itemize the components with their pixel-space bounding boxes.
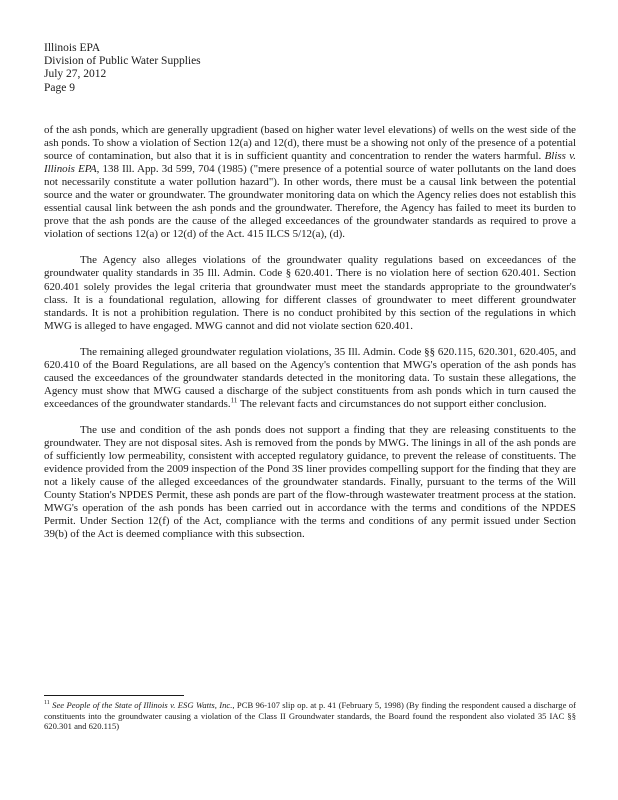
paragraph-causal-link	[44, 124, 576, 241]
recipient-division: Division of Public Water Supplies	[44, 55, 201, 68]
case-citation: Bliss v. Illinois EPA	[44, 150, 576, 176]
paragraph-text: , 138 Ill. App. 3d 599, 704 (1985) ("mere presence of a potential source of water pollutants on the land does not necessarily constitute a water pollution hazard"). In other words, there must be a causal link between the potential source and the water or groundwater. The groundwater monitoring data on which the Agency relies does not establish this essential causal link between the ash ponds and the groundwater. Therefore, the Agency has failed to meet its burden to prove that the ash ponds are the cause of the alleged exceedances of the groundwater standards as required to prove a violation of sections 12(a) or 12(d) of the Act. 415 ILCS 5/12(a), (d).	[44, 163, 576, 241]
letter-header	[44, 42, 201, 95]
letter-body	[44, 124, 576, 554]
paragraph-section-620-401: The Agency also alleges violations of the groundwater quality regulations based on exceedances of the groundwater quality standards in 35 Ill. Admin. Code § 620.401. There is no violation here of section 620.401. Section 620.401 solely provides the legal criteria that groundwater must meet the standards appropriate to the groundwater's class. It is a foundational regulation, allowing for different classes of groundwater to meet different groundwater standards. It is not a prohibition regulation. There is no conduct prohibited by this section of the regulations in which MWG is alleged to have engaged. MWG cannot and did not violate section 620.401.	[44, 254, 576, 332]
paragraph-text: of the ash ponds, which are generally upgradient (based on higher water level elevations) of wells on the west side of the ash ponds. To show a violation of Section 12(a) and 12(d), there must be a showing not only of the presence of a potential source of contamination, but also that it is in sufficient quantity and concentration to render the waters harmful.	[44, 124, 576, 163]
footnote-citation: See People of the State of Illinois v. ESG Watts, Inc.	[52, 700, 233, 710]
footnote-text: , PCB 96-107 slip op. at p. 41 (February 5, 1998) (By finding the respondent caused a discharge of constituents into the groundwater causing a violation of the Class II Groundwater standards, the Board found the respondent also violated 35 IAC §§ 620.301 and 620.115)	[44, 700, 576, 732]
paragraph-ash-ponds-condition: The use and condition of the ash ponds does not support a finding that they are releasing constituents to the groundwater. They are not disposal sites. Ash is removed from the ponds by MWG. The linings in all of the ash ponds are of sufficiently low permeability, consistent with accepted regulatory guidance, to prevent the release of constituents. The evidence provided from the 2009 inspection of the Pond 3S liner provides compelling support for the finding that they are not a likely cause of the alleged exceedances of the groundwater standards. Finally, pursuant to the terms of the Will County Station's NPDES Permit, these ash ponds are part of the flow-through wastewater treatment process at the station. MWG's operation of the ash ponds has been carried out in accordance with the terms and conditions of the NPDES Permit. Under Section 12(f) of the Act, compliance with the terms and conditions of any permit issued under Section 39(b) of the Act is deemed compliance with this subsection.	[44, 423, 576, 541]
footnote-number: 11	[44, 700, 50, 707]
footnote	[44, 700, 576, 732]
letter-date: July 27, 2012	[44, 68, 107, 81]
paragraph-remaining-violations	[44, 346, 576, 411]
footnote-reference: 11	[230, 396, 238, 405]
paragraph-text: The remaining alleged groundwater regulation violations, 35 Ill. Admin. Code §§ 620.115, 620.301, 620.405, and 620.410 of the Board Regulations, are all based on the Agency's contention that MWG's operation of the ash ponds has caused the exceedances of the groundwater standards detected in the monitoring data. To sustain these allegations, the Agency must show that MWG caused a discharge of the subject constituents from ash ponds which in turn caused the exceedances of the groundwater standards.	[44, 345, 576, 410]
recipient-agency: Illinois EPA	[44, 42, 101, 54]
page-number: Page 9	[44, 81, 75, 94]
paragraph-text: The relevant facts and circumstances do not support either conclusion.	[237, 397, 547, 410]
footnote-divider	[44, 695, 184, 696]
